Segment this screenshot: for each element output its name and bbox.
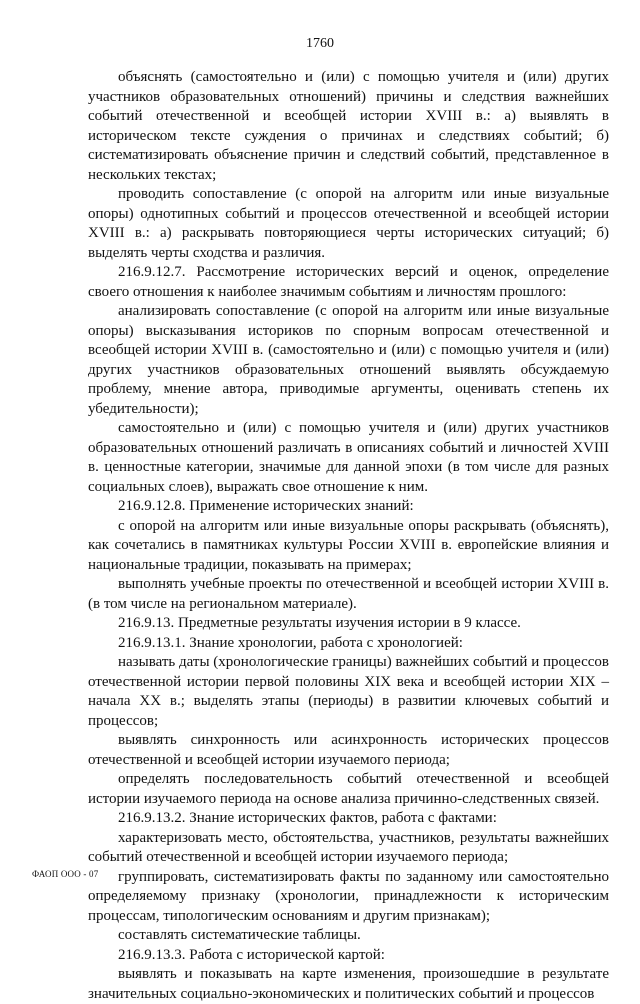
- paragraph: выявлять и показывать на карте изменения, произошедшие в результате значительных социально-экономических и политических событий и процессов: [88, 966, 609, 1002]
- page-number: 1760: [306, 36, 334, 51]
- section-heading: 216.9.12.7. Рассмотрение исторических версий и оценок, определение своего отношения к наиболее значимым событиям и личностям прошлого:: [88, 264, 609, 300]
- paragraph: характеризовать место, обстоятельства, участников, результаты важнейших событий отечественной и всеобщей истории изучаемого периода;: [88, 829, 609, 865]
- paragraph: группировать, систематизировать факты по заданному или самостоятельно определяемому признаку (хронологии, принадлежности к историческим процессам, типологическим основаниям и другим признакам);: [88, 868, 609, 924]
- paragraph: самостоятельно и (или) с помощью учителя и (или) других участников образовательных отношений различать в описаниях событий и личностей XVIII в. ценностные категории, значимые для данной эпохи (в том числе для разных социальных слоев), выражать свое отношение к ним.: [88, 420, 609, 495]
- paragraph: составлять систематические таблицы.: [118, 927, 361, 943]
- section-heading: 216.9.12.8. Применение исторических знаний:: [118, 498, 414, 514]
- paragraph: определять последовательность событий отечественной и всеобщей истории изучаемого периода на основе анализа причинно-следственных связей.: [88, 771, 609, 807]
- paragraph: выявлять синхронность или асинхронность исторических процессов отечественной и всеобщей истории изучаемого периода;: [88, 732, 609, 768]
- section-heading: 216.9.13.2. Знание исторических фактов, работа с фактами:: [118, 810, 497, 826]
- section-heading: 216.9.13. Предметные результаты изучения истории в 9 классе.: [118, 615, 521, 631]
- paragraph: выполнять учебные проекты по отечественной и всеобщей истории XVIII в. (в том числе на региональном материале).: [88, 576, 609, 612]
- paragraph: объяснять (самостоятельно и (или) с помощью учителя и (или) других участников образовательных отношений) причины и следствия важнейших событий отечественной и всеобщей истории XVIII в.: а) выявлять в историческом тексте суждения о причинах и следствиях событий; б) систематизировать объяснение причин и следствий событий, представленное в нескольких текстах;: [88, 69, 609, 183]
- paragraph: проводить сопоставление (с опорой на алгоритм или иные визуальные опоры) однотипных событий и процессов отечественной и всеобщей истории XVIII в.: а) раскрывать повторяющиеся черты исторических ситуаций; б) выделять черты сходства и различия.: [88, 186, 609, 261]
- paragraph: с опорой на алгоритм или иные визуальные опоры раскрывать (объяснять), как сочетались в памятниках культуры России XVIII в. европейские влияния и национальные традиции, показывать на примерах;: [88, 517, 609, 573]
- footer-document-code: ФАОП ООО - 07: [32, 869, 99, 879]
- section-heading: 216.9.13.3. Работа с исторической картой:: [118, 946, 385, 963]
- section-heading: 216.9.13.1. Знание хронологии, работа с хронологией:: [118, 634, 463, 651]
- paragraph: анализировать сопоставление (с опорой на алгоритм или иные визуальные опоры) высказывания историков по спорным вопросам отечественной и всеобщей истории XVIII в. (самостоятельно и (или) с помощью учителя и (или) других участников образовательных отношений выявлять обсуждаемую проблему, мнение автора, приводимые аргументы, оценивать степень их убедительности);: [88, 303, 609, 417]
- paragraph: называть даты (хронологические границы) важнейших событий и процессов отечественной истории первой половины XIX века и всеобщей истории XIX – начала XX в.; выделять этапы (периоды) в развитии ключевых событий и процессов;: [88, 654, 609, 729]
- document-body: [88, 68, 609, 1004]
